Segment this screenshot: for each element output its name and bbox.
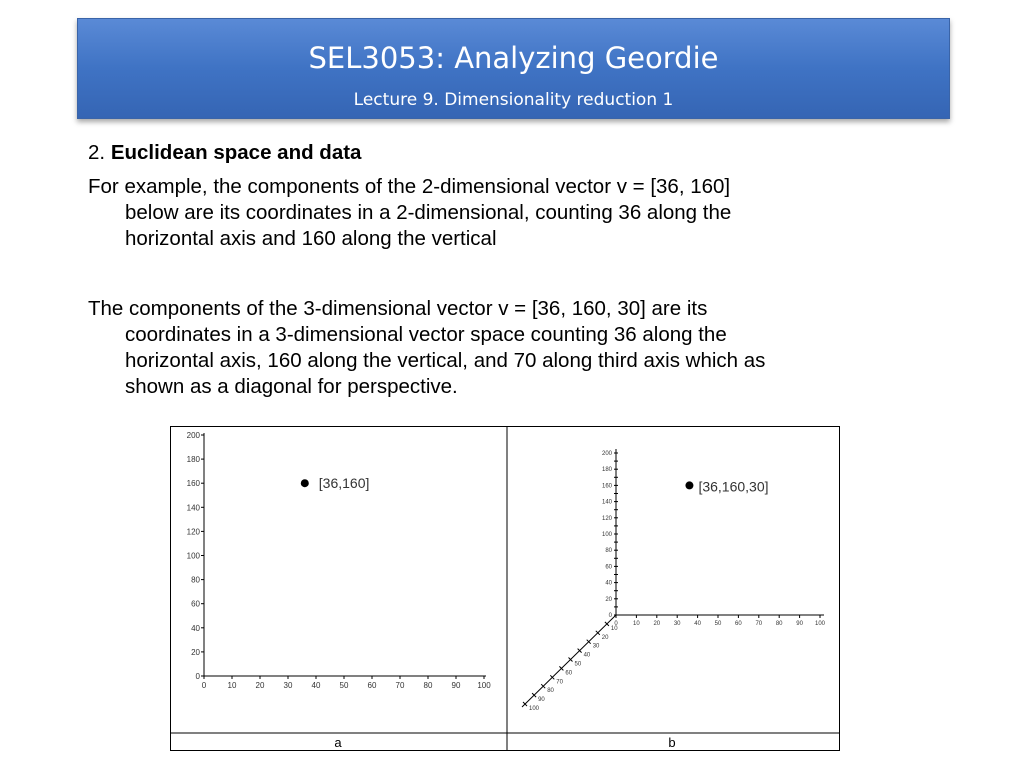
y-tick-label: 180 (186, 455, 200, 465)
x-tick-label: 30 (283, 681, 293, 690)
y-tick-label: 0 (195, 672, 200, 681)
y-tick-label: 160 (186, 479, 200, 489)
paragraph-line: For example, the components of the 2-dimensional vector v = [36, 160] (88, 175, 731, 198)
x-tick-label: 70 (395, 681, 405, 690)
z-tick-label: 30 (592, 643, 600, 650)
y-tick-label: 200 (601, 451, 612, 457)
data-point (685, 481, 693, 489)
x-tick-label: 10 (633, 621, 640, 627)
section-heading-text: Euclidean space and data (110, 141, 362, 164)
x-tick-label: 60 (735, 621, 742, 627)
z-tick-label: 20 (601, 634, 609, 641)
y-tick-label: 140 (601, 499, 612, 506)
paragraph-line: horizontal axis and 160 along the vertical (125, 227, 497, 250)
z-tick-label: 40 (583, 652, 591, 659)
y-tick-label: 160 (601, 483, 612, 490)
z-tick-label: 80 (547, 688, 554, 695)
caption-b: b (668, 735, 676, 750)
x-tick-label: 40 (311, 681, 321, 690)
paragraph-line: horizontal axis, 160 along the vertical, and 70 along third axis which as (125, 349, 766, 372)
paragraph-3d-vector (88, 296, 948, 400)
y-tick-label: 100 (186, 551, 200, 561)
z-axis (522, 615, 616, 707)
data-point (301, 479, 309, 487)
x-tick-label: 10 (227, 681, 237, 690)
x-tick-label: 50 (714, 621, 722, 627)
z-tick-label: 60 (565, 670, 573, 677)
z-tick-label: 90 (538, 697, 545, 704)
x-tick-label: 20 (255, 681, 265, 690)
caption-a: a (334, 735, 342, 750)
plot-2d (187, 431, 492, 690)
y-tick-label: 20 (605, 596, 612, 603)
z-tick-label: 70 (556, 679, 563, 686)
slide-title: SEL3053: Analyzing Geordie (308, 41, 719, 75)
paragraph-line: coordinates in a 3-dimensional vector space counting 36 along the (125, 323, 727, 346)
y-tick-label: 40 (191, 623, 200, 633)
plot-3d (522, 449, 826, 712)
x-tick-label: 70 (755, 621, 763, 627)
y-tick-label: 80 (191, 575, 200, 585)
x-tick-label: 0 (201, 681, 207, 690)
x-tick-label: 80 (423, 681, 433, 690)
y-tick-label: 60 (191, 599, 200, 609)
y-tick-label: 120 (186, 527, 200, 537)
y-tick-label: 120 (601, 515, 612, 522)
vector-figure (170, 426, 840, 751)
slide-subtitle: Lecture 9. Dimensionality reduction 1 (353, 90, 674, 110)
y-tick-label: 200 (186, 431, 200, 440)
x-tick-label: 30 (673, 621, 681, 627)
x-tick-label: 60 (367, 681, 377, 690)
x-tick-label: 90 (451, 681, 461, 690)
paragraph-line: The components of the 3-dimensional vector v = [36, 160, 30] are its (88, 297, 708, 320)
z-tick-label: 100 (529, 706, 540, 712)
y-tick-label: 0 (608, 613, 612, 619)
paragraph-line: shown as a diagonal for perspective. (125, 375, 458, 398)
data-point-label: [36,160] (318, 475, 370, 492)
y-tick-label: 180 (601, 467, 612, 474)
vector-plots (171, 427, 839, 750)
paragraph-2d-vector (88, 174, 948, 252)
z-tick-label: 10 (610, 625, 618, 632)
y-tick-label: 20 (191, 647, 200, 657)
title-banner (77, 18, 950, 119)
y-tick-label: 100 (601, 532, 612, 538)
x-tick-label: 100 (814, 621, 826, 627)
y-tick-label: 60 (605, 564, 612, 571)
y-tick-label: 80 (605, 548, 612, 555)
y-tick-label: 40 (605, 580, 612, 587)
data-point-label: [36,160,30] (698, 478, 769, 495)
paragraph-line: below are its coordinates in a 2-dimensional, counting 36 along the (125, 201, 732, 224)
x-tick-label: 100 (477, 681, 491, 690)
x-tick-label: 80 (775, 621, 783, 627)
x-tick-label: 40 (694, 621, 701, 627)
z-tick-label: 50 (574, 661, 582, 668)
x-tick-label: 0 (614, 621, 618, 627)
x-tick-label: 90 (796, 621, 803, 627)
y-tick-label: 140 (186, 503, 200, 513)
x-tick-label: 20 (653, 621, 661, 627)
x-tick-label: 50 (339, 681, 349, 690)
section-heading (88, 140, 948, 166)
section-number: 2. (88, 141, 106, 164)
